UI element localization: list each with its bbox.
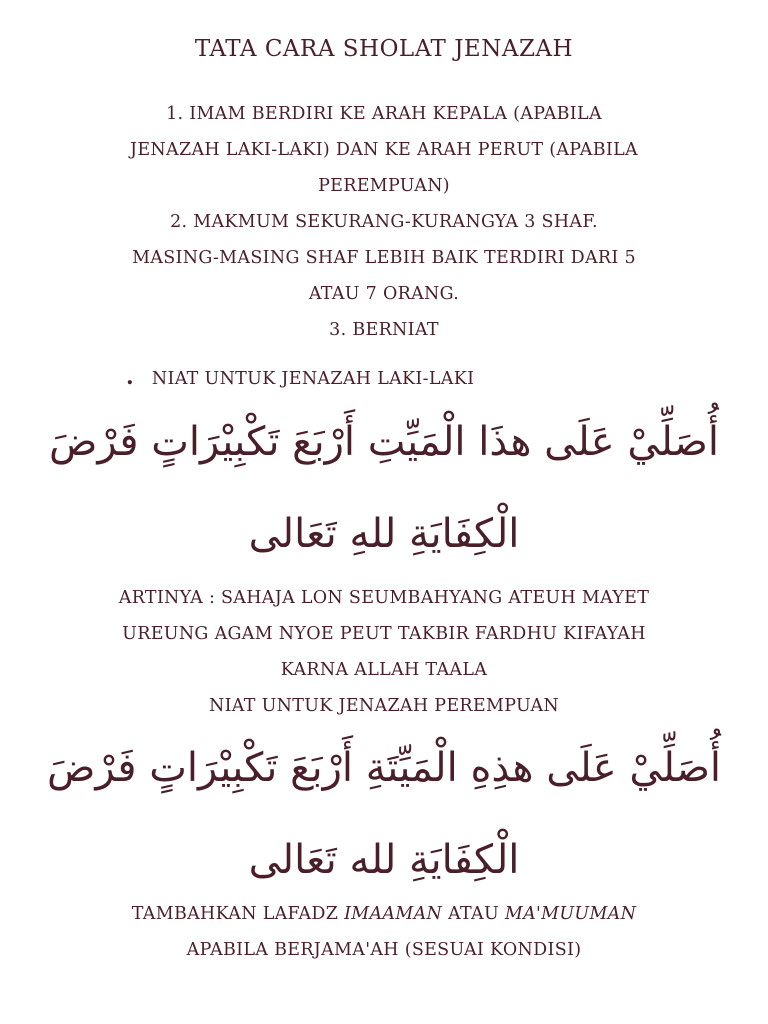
closing-note bbox=[0, 896, 768, 968]
step-1-line-1: 1. IMAM BERDIRI KE ARAH KEPALA (APABILA bbox=[166, 104, 602, 124]
step-1-line-2: JENAZAH LAKI-LAKI) DAN KE ARAH PERUT (APABILA bbox=[130, 140, 638, 160]
meaning-section bbox=[0, 580, 768, 724]
step-3-line-1: 3. BERNIAT bbox=[329, 320, 439, 340]
closing-term-mamuuman: MA'MUUMAN bbox=[504, 904, 637, 924]
meaning-line-2: UREUNG AGAM NYOE PEUT TAKBIR FARDHU KIFAYAH bbox=[122, 624, 646, 644]
step-2-line-1: 2. MAKMUM SEKURANG-KURANGYA 3 SHAF. bbox=[170, 212, 598, 232]
niat-male-arabic-line-1: أُصَلِّيْ عَلَى هذَا الْمَيِّتِ أَرْبَعَ تَكْبِيْرَاتٍ فَرْضَ bbox=[49, 419, 719, 465]
closing-middle: ATAU bbox=[442, 904, 505, 924]
bullet-icon: . bbox=[126, 364, 134, 390]
meaning-line-3: KARNA ALLAH TAALA bbox=[280, 660, 488, 680]
page-title: TATA CARA SHOLAT JENAZAH bbox=[194, 36, 574, 62]
closing-prefix: TAMBAHKAN LAFADZ bbox=[131, 904, 345, 924]
closing-term-imaaman: IMAAMAN bbox=[344, 904, 443, 924]
closing-line-1 bbox=[0, 896, 768, 932]
niat-male-arabic bbox=[0, 396, 768, 580]
niat-female-arabic-line-1: أُصَلِّيْ عَلَى هذِهِ الْمَيِّتَةِ أَرْبَعَ تَكْبِيْرَاتٍ فَرْضَ bbox=[46, 745, 722, 791]
niat-female-heading: NIAT UNTUK JENAZAH PEREMPUAN bbox=[208, 696, 560, 716]
niat-male-arabic-line-2: الْكِفَايَةِ للهِ تَعَالى bbox=[248, 511, 520, 557]
procedure-steps bbox=[30, 96, 738, 348]
niat-male-heading-row bbox=[126, 364, 474, 390]
step-1-line-3: PEREMPUAN) bbox=[318, 176, 450, 196]
meaning-line-1: ARTINYA : SAHAJA LON SEUMBAHYANG ATEUH MAYET bbox=[118, 588, 650, 608]
niat-female-arabic bbox=[0, 722, 768, 906]
step-2-line-2: MASING-MASING SHAF LEBIH BAIK TERDIRI DARI 5 bbox=[132, 248, 636, 268]
step-2-line-3: ATAU 7 ORANG. bbox=[308, 284, 460, 304]
closing-line-2: APABILA BERJAMA'AH (SESUAI KONDISI) bbox=[186, 940, 582, 960]
niat-male-heading: NIAT UNTUK JENAZAH LAKI-LAKI bbox=[151, 369, 475, 389]
niat-female-arabic-line-2: الْكِفَايَةِ لله تَعَالى bbox=[248, 837, 520, 883]
